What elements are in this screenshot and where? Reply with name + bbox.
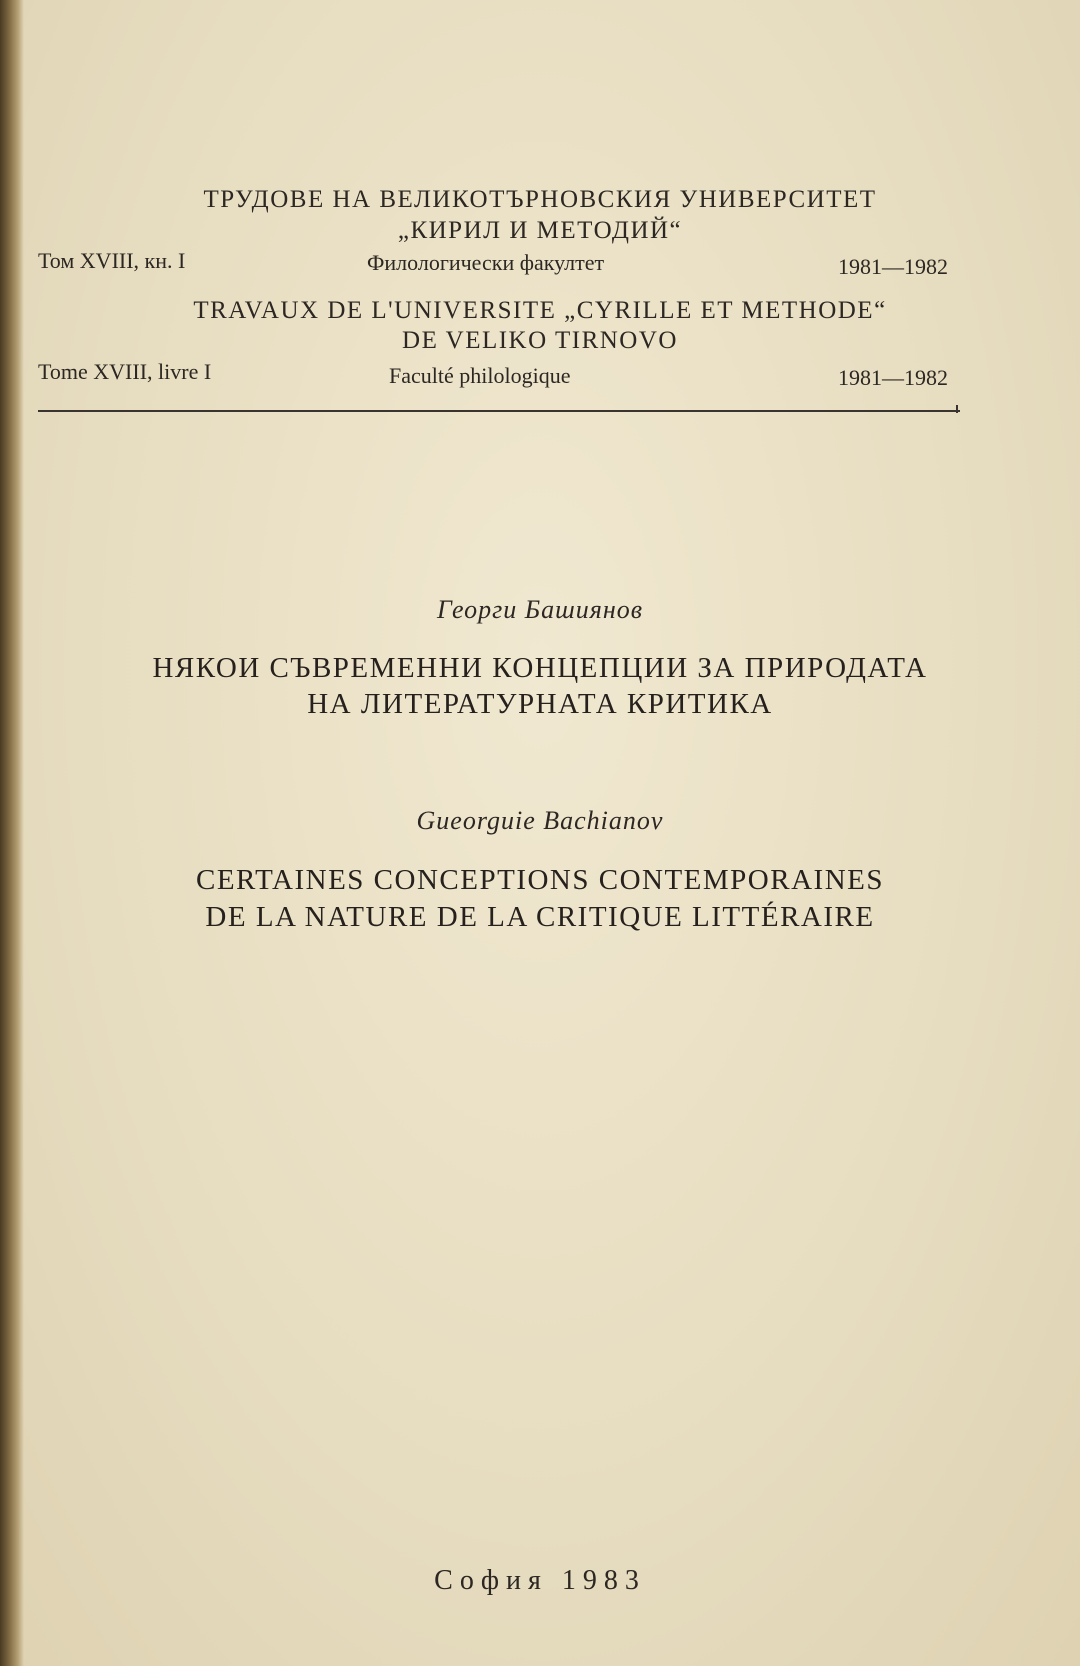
institution-name-fr: TRAVAUX DE L'UNIVERSITE „CYRILLE ET METHODE“: [193, 297, 887, 324]
volume-fr: Tome XVIII, livre I: [38, 359, 212, 384]
author-fr: Gueorguie Bachianov: [416, 806, 664, 835]
article-title-fr-line2: DE LA NATURE DE LA CRITIQUE LITTÉRAIRE: [205, 901, 875, 933]
faculty-bg: Филологически факултет: [367, 250, 605, 275]
article-title-fr-line1: CERTAINES CONCEPTIONS CONTEMPORAINES: [196, 864, 884, 896]
author-bg: Георги Башиянов: [436, 595, 644, 624]
institution-subname-bg: „КИРИЛ И МЕТОДИЙ“: [397, 217, 683, 244]
article-title-bg-line1: НЯКОИ СЪВРЕМЕННИ КОНЦЕПЦИИ ЗА ПРИРОДАТА: [152, 652, 928, 684]
years-fr: 1981—1982: [838, 365, 948, 390]
header-divider-tick: [956, 405, 958, 413]
article-title-bg-line2: НА ЛИТЕРАТУРНАТА КРИТИКА: [307, 688, 773, 720]
imprint-place-year: София 1983: [434, 1565, 646, 1596]
years-bg: 1981—1982: [838, 254, 948, 279]
faculty-fr: Faculté philologique: [389, 363, 571, 388]
institution-subname-fr: DE VELIKO TIRNOVO: [402, 327, 678, 354]
institution-name-bg: ТРУДОВЕ НА ВЕЛИКОТЪРНОВСКИЯ УНИВЕРСИТЕТ: [203, 186, 877, 213]
header-divider: [38, 410, 960, 412]
volume-bg: Том XVIII, кн. I: [38, 248, 186, 273]
